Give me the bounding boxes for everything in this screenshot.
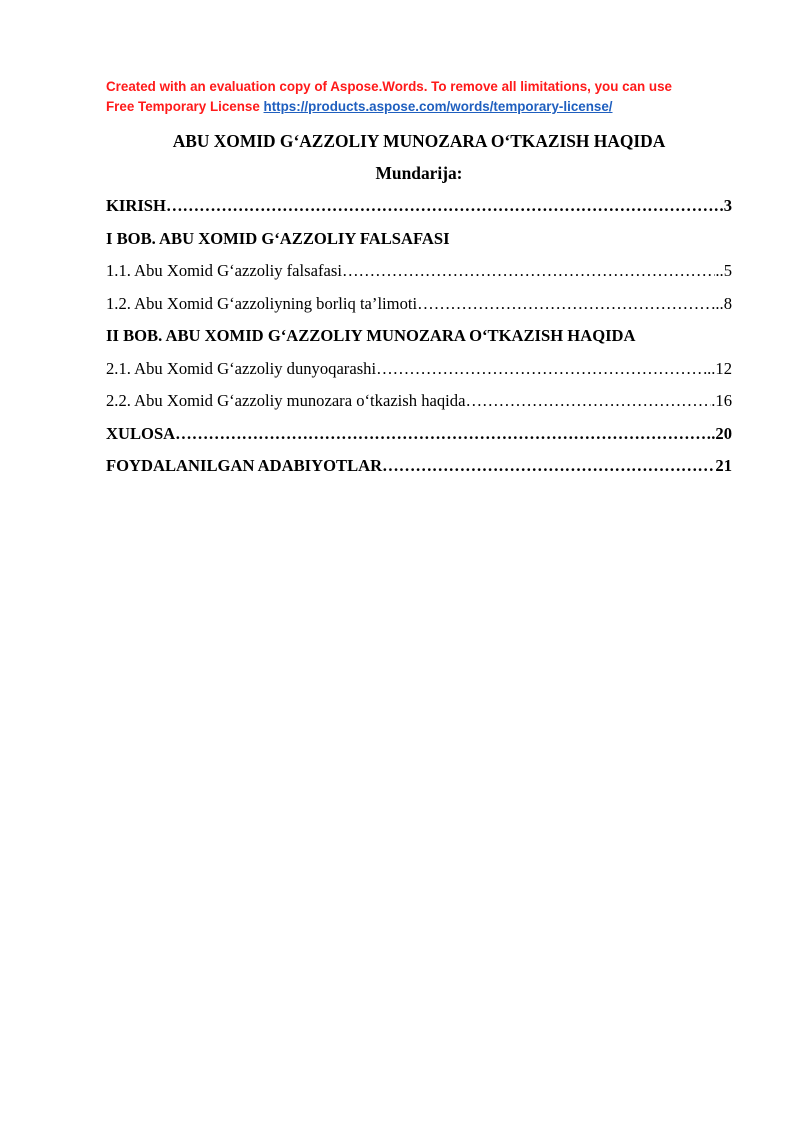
evaluation-notice xyxy=(106,77,726,117)
toc-leader-dots xyxy=(376,359,707,379)
toc-heading: Mundarija: xyxy=(375,163,463,183)
toc-leader-dots xyxy=(342,261,715,281)
document-title: ABU XOMID G‘AZZOLIY MUNOZARA O‘TKAZISH HAQIDA xyxy=(172,131,666,151)
toc-entry[interactable] xyxy=(106,424,732,457)
toc-page-number: .20 xyxy=(711,423,732,443)
toc-entry[interactable] xyxy=(106,229,732,262)
toc-entry[interactable] xyxy=(106,294,732,327)
table-of-contents xyxy=(106,196,732,489)
toc-entry-label: FOYDALANILGAN ADABIYOTLAR xyxy=(106,456,383,475)
toc-entry-label: 2.2. Abu Xomid G‘azzoliy munozara o‘tkazish haqida xyxy=(106,391,466,410)
toc-entry-label: 2.1. Abu Xomid G‘azzoliy dunyoqarashi xyxy=(106,358,377,378)
evaluation-notice-prefix: Free Temporary License xyxy=(106,99,264,114)
toc-entry[interactable] xyxy=(106,196,732,229)
toc-leader-dots xyxy=(417,294,711,314)
toc-entry-label: XULOSA xyxy=(106,423,176,443)
toc-entry-label: I BOB. ABU XOMID G‘AZZOLIY FALSAFASI xyxy=(106,228,450,248)
toc-entry[interactable] xyxy=(106,326,732,359)
toc-entry[interactable] xyxy=(106,261,732,294)
toc-page-number: ..5 xyxy=(715,261,732,280)
toc-entry-label: 1.2. Abu Xomid G‘azzoliyning borliq ta’limoti xyxy=(106,293,418,313)
toc-entry-label: II BOB. ABU XOMID G‘AZZOLIY MUNOZARA O‘TKAZISH HAQIDA xyxy=(106,326,636,345)
toc-leader-dots xyxy=(175,424,711,444)
toc-page-number: 21 xyxy=(715,456,732,475)
toc-entry-label: KIRISH xyxy=(106,196,166,215)
evaluation-notice-line2 xyxy=(106,97,726,117)
toc-entry[interactable] xyxy=(106,359,732,392)
toc-page-number: .16 xyxy=(711,391,732,410)
toc-entry[interactable] xyxy=(106,391,732,424)
toc-entry-label: 1.1. Abu Xomid G‘azzoliy falsafasi xyxy=(106,261,342,280)
toc-page-number: ..12 xyxy=(707,358,732,378)
temporary-license-link[interactable]: https://products.aspose.com/words/temporary-license/ xyxy=(263,99,613,114)
toc-entry[interactable] xyxy=(106,456,732,489)
toc-leader-dots xyxy=(382,456,715,476)
toc-page-number: .3 xyxy=(719,196,732,215)
evaluation-notice-line1: Created with an evaluation copy of Aspose.Words. To remove all limitations, you can use xyxy=(106,79,673,94)
toc-leader-dots xyxy=(465,391,711,411)
toc-leader-dots xyxy=(166,196,720,216)
toc-page-number: ...8 xyxy=(711,293,732,313)
